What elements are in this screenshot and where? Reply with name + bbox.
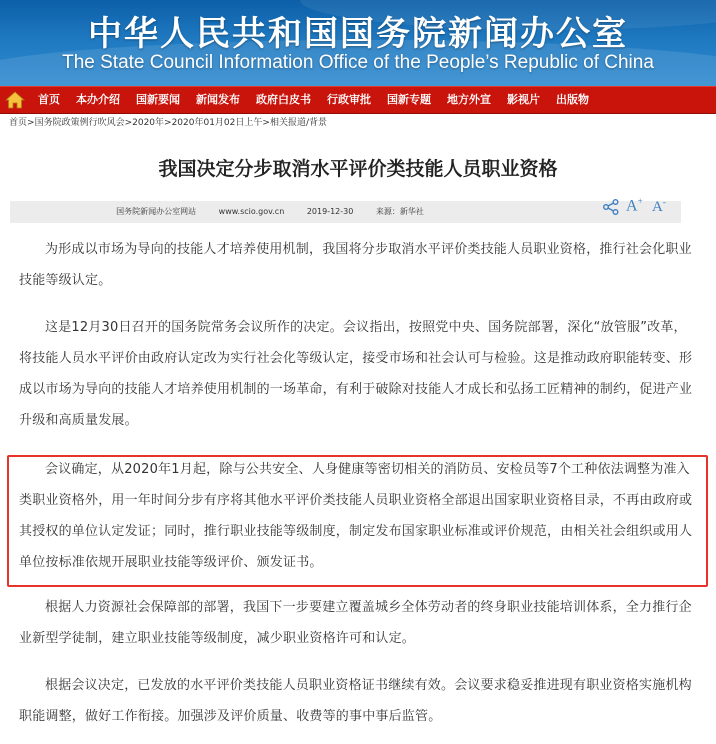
nav-item-about[interactable]: 本办介绍: [76, 93, 120, 106]
breadcrumb-link[interactable]: 2020年: [132, 118, 165, 128]
article-paragraph: 为形成以市场为导向的技能人才培养使用机制，我国将分步取消水平评价类技能人员职业资格，推行社会化职业技能等级认定。: [19, 242, 692, 288]
font-decrease-label: A: [652, 199, 663, 215]
breadcrumb-link[interactable]: 国务院政策例行吹风会: [34, 118, 125, 128]
article-paragraph-highlighted: 会议确定，从2020年1月起，除与公共安全、人身健康等密切相关的消防员、安检员等7个工种依法调整为准入类职业资格外，用一年时间分步有序将其他水平评价类技能人员职业资格全部退出国家职业资格目录，不再由政府或其授权的单位认定发证；同时，推行职业技能等级制度，制定发布国家职业标准或评价规范，由相关社会组织或用人单位按标准依规开展职业技能等级评价、颁发证书。: [19, 462, 693, 570]
site-title-cn: 中华人民共和国国务院新闻办公室: [88, 14, 628, 54]
article-origin: 来源：新华社: [375, 207, 424, 216]
nav-item-local-publicity[interactable]: 地方外宣: [447, 93, 491, 106]
article-paragraph: 这是12月30日召开的国务院常务会议所作的决定。会议指出，按照党中央、国务院部署，深化“放管服”改革，将技能人员水平评价由政府认定改为实行社会化等级认定，接受市场和社会认可与检验。这是推动政府职能转变、形成以市场为导向的技能人才培养使用机制的一场革命，有利于破除对技能人才成长和弘扬工匠精神的制约，促进产业升级和高质量发展。: [19, 320, 693, 428]
font-increase-label: A: [626, 197, 638, 215]
main-nav: [0, 86, 716, 114]
article-meta-bar: [10, 201, 681, 223]
article-paragraph: 根据人力资源社会保障部的部署，我国下一步要建立覆盖城乡全体劳动者的终身职业技能培训体系，全力推行企业新型学徒制，建立职业技能等级制度，减少职业资格许可和认定。: [19, 600, 692, 646]
home-icon[interactable]: [0, 87, 30, 113]
article-paragraph: 根据会议决定，已发放的水平评价类技能人员职业资格证书继续有效。会议要求稳妥推进现有职业资格实施机构职能调整，做好工作衔接。加强涉及评价质量、收费等的事中事后监管。: [19, 678, 692, 724]
nav-item-special-topics[interactable]: 国新专题: [387, 93, 431, 106]
nav-item-home[interactable]: 首页: [38, 93, 60, 106]
article-date: 2019-12-30: [306, 207, 354, 216]
highlight-box: [7, 455, 708, 587]
font-increase-button[interactable]: A+: [626, 196, 643, 215]
nav-item-publications[interactable]: 出版物: [556, 93, 589, 106]
breadcrumb-link[interactable]: 相关报道/背景: [269, 118, 327, 128]
site-title-en: The State Council Information Office of the People’s Republic of China: [62, 52, 654, 73]
nav-item-news[interactable]: 国新要闻: [136, 93, 180, 106]
nav-item-films[interactable]: 影视片: [507, 93, 540, 106]
nav-item-press-conferences[interactable]: 新闻发布: [196, 93, 240, 106]
breadcrumb-link[interactable]: 首页: [9, 118, 28, 128]
nav-item-administrative-approval[interactable]: 行政审批: [327, 93, 371, 106]
article-source: 国务院新闻办公室网站: [116, 207, 197, 216]
article-url: www.scio.gov.cn: [218, 207, 285, 216]
font-decrease-button[interactable]: A-: [652, 197, 666, 215]
breadcrumb-link[interactable]: 2020年01月02日上午: [171, 118, 263, 128]
share-icon[interactable]: [603, 199, 619, 219]
article-title: 我国决定分步取消水平评价类技能人员职业资格: [158, 158, 558, 180]
site-banner: [0, 0, 716, 86]
nav-item-white-papers[interactable]: 政府白皮书: [256, 93, 311, 106]
breadcrumb: 首页>国务院政策例行吹风会>2020年>2020年01月02日上午>相关报道/背景: [9, 118, 327, 128]
